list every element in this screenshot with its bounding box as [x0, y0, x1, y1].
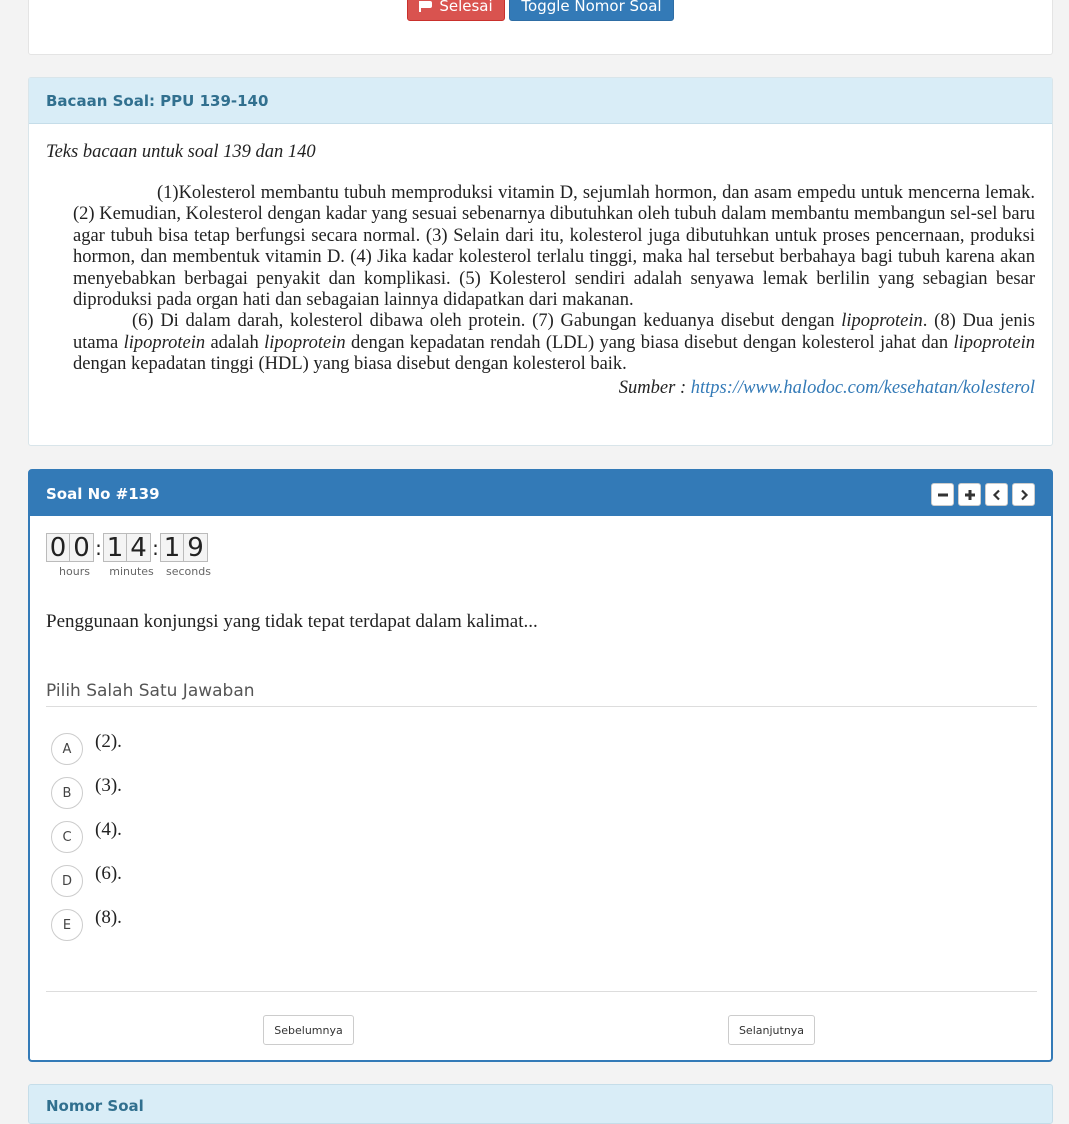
question-numbers-panel — [28, 1084, 1053, 1124]
answer-option-e[interactable] — [51, 908, 122, 952]
flag-icon — [419, 1, 433, 12]
answer-option-d[interactable] — [51, 864, 122, 908]
reading-panel-header: Bacaan Soal: PPU 139-140 — [29, 78, 1052, 124]
timer-digit: 9 — [184, 533, 208, 562]
toggle-label: Toggle Nomor Soal — [521, 0, 662, 15]
timer-label-hours: hours — [59, 565, 90, 578]
top-actions-panel — [28, 0, 1053, 55]
countdown-timer — [46, 533, 217, 578]
timer-separator: : — [95, 535, 102, 560]
question-panel — [28, 469, 1053, 1062]
option-text: (2). — [95, 731, 122, 752]
answer-option-c[interactable] — [51, 820, 122, 864]
reading-panel — [28, 77, 1053, 446]
reading-intro: Teks bacaan untuk soal 139 dan 140 — [46, 142, 316, 162]
term-lipoprotein: lipoprotein — [123, 332, 206, 353]
previous-question-button[interactable] — [985, 483, 1008, 506]
chevron-left-icon — [991, 489, 1003, 501]
source-link[interactable]: https://www.halodoc.com/kesehatan/kolesterol — [690, 377, 1035, 398]
option-text: (4). — [95, 819, 122, 840]
question-numbers-title: Nomor Soal — [46, 1097, 144, 1115]
answer-options — [51, 732, 122, 952]
reading-body — [29, 124, 1052, 399]
option-letter[interactable]: A — [51, 733, 83, 765]
divider — [46, 991, 1037, 992]
toggle-question-numbers-button[interactable] — [509, 0, 674, 21]
reading-paragraph-1: (1)Kolesterol membantu tubuh memproduksi vitamin D, sejumlah hormon, dan asam empedu untuk mencerna lemak. (2) Kemudian, Kolesterol dengan kadar yang sesuai sebenarnya dibutuhkan oleh tubuh dalam membantu membangun sel-sel baru agar tubuh bisa tetap berfungsi secara normal. (3) Selain dari itu, kolesterol juga dibutuhkan untuk proses pencernaan, produksi hormon, dan membentuk vitamin D. (4) Jika kadar kolesterol terlalu tinggi, maka hal tersebut berbahaya bagi tubuh karena akan menyebabkan berbagai penyakit dan komplikasi. (5) Kolesterol sendiri adalah senyawa lemak berlilin yang sebagian besar diproduksi pada organ hati dan sebagaian lainnya didapatkan dari makanan. — [73, 183, 1035, 311]
timer-separator: : — [152, 535, 159, 560]
answer-option-a[interactable] — [51, 732, 122, 776]
top-actions — [407, 0, 674, 21]
paragraph-text: dengan kepadatan rendah (LDL) yang biasa disebut dengan kolesterol jahat dan — [345, 332, 954, 353]
source-label: Sumber : — [618, 377, 691, 398]
timer-label-minutes: minutes — [109, 565, 154, 578]
timer-digit: 0 — [70, 533, 94, 562]
question-number-title: Soal No #139 — [46, 485, 160, 503]
paragraph-text: adalah — [205, 332, 265, 353]
option-letter[interactable]: D — [51, 865, 83, 897]
finish-label: Selesai — [439, 0, 493, 15]
option-letter[interactable]: E — [51, 909, 83, 941]
timer-digits — [46, 533, 217, 562]
option-text: (6). — [95, 863, 122, 884]
timer-minutes — [103, 533, 151, 562]
reading-source — [46, 377, 1035, 399]
choose-answer-label: Pilih Salah Satu Jawaban — [46, 681, 1037, 707]
next-question-button[interactable] — [1012, 483, 1035, 506]
paragraph-text: (6) Di dalam darah, kolesterol dibawa oleh protein. (7) Gabungan keduanya disebut dengan — [132, 311, 842, 332]
plus-icon — [964, 489, 976, 501]
timer-labels — [46, 565, 217, 578]
next-button[interactable]: Selanjutnya — [728, 1015, 815, 1045]
timer-seconds — [160, 533, 208, 562]
option-text: (3). — [95, 775, 122, 796]
term-lipoprotein: lipoprotein — [841, 311, 923, 332]
question-tools — [931, 483, 1035, 506]
reading-paragraph-2 — [73, 311, 1035, 375]
question-panel-header — [30, 471, 1051, 516]
chevron-right-icon — [1018, 489, 1030, 501]
previous-button[interactable]: Sebelumnya — [263, 1015, 354, 1045]
paragraph-text: . (8) Dua jenis utama — [73, 311, 1035, 353]
timer-digit: 4 — [127, 533, 151, 562]
term-lipoprotein: lipoprotein — [953, 332, 1035, 353]
option-letter[interactable]: B — [51, 777, 83, 809]
timer-digit: 1 — [103, 533, 127, 562]
question-text: Penggunaan konjungsi yang tidak tepat terdapat dalam kalimat... — [46, 611, 538, 632]
timer-hours — [46, 533, 94, 562]
option-letter[interactable]: C — [51, 821, 83, 853]
answer-option-b[interactable] — [51, 776, 122, 820]
zoom-out-button[interactable] — [931, 483, 954, 506]
term-lipoprotein: lipoprotein — [264, 332, 346, 353]
timer-label-seconds: seconds — [166, 565, 211, 578]
minus-icon — [937, 489, 949, 501]
timer-digit: 0 — [46, 533, 70, 562]
zoom-in-button[interactable] — [958, 483, 981, 506]
option-text: (8). — [95, 907, 122, 928]
finish-button[interactable] — [407, 0, 505, 21]
timer-digit: 1 — [160, 533, 184, 562]
paragraph-text: dengan kepadatan tinggi (HDL) yang biasa disebut dengan kolesterol baik. — [73, 354, 627, 375]
